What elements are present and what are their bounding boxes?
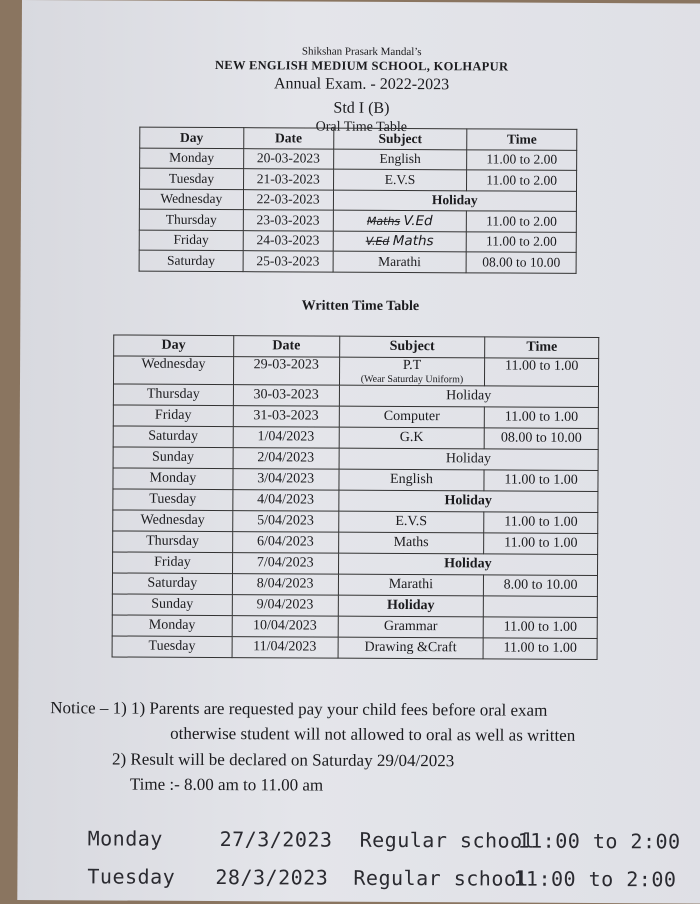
subject-text: Marathi bbox=[378, 253, 421, 269]
handwritten-day: Tuesday bbox=[87, 864, 176, 889]
handwritten-subject: Maths bbox=[392, 233, 434, 250]
cell-date: 29-03-2023 bbox=[233, 357, 339, 386]
handwritten-time: 11:00 to 2:00 bbox=[513, 866, 677, 892]
cell-date: 8/04/2023 bbox=[232, 574, 338, 596]
society-name: Shikshan Prasark Mandal’s bbox=[301, 45, 422, 59]
subject-text: P.T bbox=[402, 357, 422, 374]
cell-day: Thursday bbox=[139, 209, 243, 230]
cell-subject bbox=[333, 210, 467, 231]
header-date: Date bbox=[233, 336, 339, 358]
cell-subject bbox=[339, 357, 485, 386]
cell-date: 10/04/2023 bbox=[232, 616, 338, 638]
cell-day: Wednesday bbox=[139, 189, 243, 210]
cell-date: 9/04/2023 bbox=[232, 595, 338, 617]
school-name: NEW ENGLISH MEDIUM SCHOOL, KOLHAPUR bbox=[214, 58, 509, 74]
table-row bbox=[113, 447, 598, 471]
cell-day: Tuesday bbox=[140, 168, 244, 189]
cell-date: 20-03-2023 bbox=[243, 148, 333, 169]
cell-time: 8.00 to 10.00 bbox=[484, 575, 598, 597]
cell-day: Tuesday bbox=[112, 636, 232, 658]
cell-day: Monday bbox=[140, 148, 244, 169]
exam-title: Annual Exam. - 2022-2023 bbox=[273, 75, 450, 94]
cell-time: 11.00 to 2.00 bbox=[467, 170, 577, 191]
subject-text: English bbox=[379, 151, 421, 167]
table-row bbox=[113, 531, 598, 555]
cell-time: 11.00 to 2.00 bbox=[467, 211, 577, 232]
struck-subject: V.Ed bbox=[365, 235, 390, 249]
cell-day: Monday bbox=[112, 615, 232, 637]
cell-time: 11.00 to 2.00 bbox=[466, 231, 576, 252]
cell-time: 11.00 to 2.00 bbox=[467, 149, 577, 170]
cell-date: 6/04/2023 bbox=[232, 532, 338, 554]
oral-time-table bbox=[139, 127, 578, 274]
cell-day: Monday bbox=[113, 468, 233, 490]
cell-time: 08.00 to 10.00 bbox=[466, 252, 576, 273]
subject-text: E.V.S bbox=[395, 513, 428, 530]
table-row bbox=[112, 594, 597, 618]
cell-date: 4/04/2023 bbox=[233, 490, 339, 512]
cell-date: 22-03-2023 bbox=[243, 189, 333, 210]
header-subject: Subject bbox=[339, 336, 485, 358]
handwritten-row-1 bbox=[87, 826, 688, 854]
notice-line-4: Time :- 8.00 am to 11.00 am bbox=[129, 774, 324, 795]
header-time: Time bbox=[467, 129, 577, 150]
header-subject: Subject bbox=[333, 128, 467, 149]
cell-day: Friday bbox=[113, 552, 233, 574]
table-header-row bbox=[140, 127, 577, 150]
cell-subject bbox=[339, 406, 485, 428]
subject-text: G.K bbox=[399, 429, 424, 446]
table-row bbox=[112, 573, 597, 597]
subject-text: English bbox=[390, 471, 433, 488]
struck-subject: Maths bbox=[366, 214, 401, 228]
notice-line-2: otherwise student will not allowed to oral as well as written bbox=[170, 723, 576, 745]
cell-date: 11/04/2023 bbox=[232, 637, 338, 659]
cell-date: 25-03-2023 bbox=[243, 251, 333, 272]
cell-date: 7/04/2023 bbox=[232, 553, 338, 575]
cell-day: Thursday bbox=[113, 531, 233, 553]
document-page bbox=[17, 0, 700, 904]
table-row bbox=[113, 405, 598, 429]
handwritten-row-2 bbox=[87, 864, 687, 892]
standard-label: Std I (B) bbox=[333, 99, 390, 117]
table-row bbox=[112, 636, 597, 660]
cell-day: Wednesday bbox=[113, 356, 233, 385]
cell-time: 11.00 to 1.00 bbox=[484, 512, 598, 534]
handwritten-day: Monday bbox=[87, 826, 163, 851]
written-table-title: Written Time Table bbox=[301, 298, 420, 315]
cell-date: 3/04/2023 bbox=[233, 469, 339, 491]
cell-day: Saturday bbox=[139, 250, 243, 271]
subject-text: Computer bbox=[383, 408, 440, 425]
cell-holiday: Holiday bbox=[333, 190, 576, 212]
table-row bbox=[113, 489, 598, 513]
subject-text: Marathi bbox=[388, 576, 434, 593]
table-row bbox=[113, 510, 598, 534]
cell-time: 11.00 to 1.00 bbox=[485, 358, 599, 387]
cell-date: 31-03-2023 bbox=[233, 406, 339, 428]
table-row bbox=[112, 615, 597, 639]
table-row bbox=[113, 468, 598, 492]
table-row bbox=[140, 148, 577, 171]
table-row bbox=[139, 209, 576, 232]
cell-day: Saturday bbox=[113, 426, 233, 448]
oral-table-title: Oral Time Table bbox=[315, 119, 408, 136]
cell-day: Tuesday bbox=[113, 489, 233, 511]
cell-date: 24-03-2023 bbox=[243, 230, 333, 251]
cell-day: Friday bbox=[113, 405, 233, 427]
subject-note: (Wear Saturday Uniform) bbox=[360, 373, 464, 386]
header-date: Date bbox=[244, 128, 334, 149]
cell-date: 21-03-2023 bbox=[243, 169, 333, 190]
cell-day: Friday bbox=[139, 230, 243, 251]
cell-day: Wednesday bbox=[113, 510, 233, 532]
cell-subject bbox=[338, 532, 484, 554]
notice-line-3: 2) Result will be declared on Saturday 29/04/2023 bbox=[111, 749, 455, 771]
cell-day: Sunday bbox=[112, 594, 232, 616]
table-row bbox=[139, 230, 576, 253]
cell-date: 1/04/2023 bbox=[233, 427, 339, 449]
cell-subject bbox=[338, 574, 484, 596]
cell-time: 11.00 to 1.00 bbox=[484, 533, 598, 555]
cell-day: Saturday bbox=[112, 573, 232, 595]
handwritten-text: Regular school bbox=[359, 827, 536, 853]
cell-subject bbox=[333, 231, 467, 252]
table-header-row bbox=[114, 335, 599, 359]
table-row bbox=[113, 426, 598, 450]
cell-date: 2/04/2023 bbox=[233, 448, 339, 470]
cell-holiday: Holiday bbox=[339, 448, 598, 470]
cell-holiday: Holiday bbox=[338, 490, 597, 512]
cell-subject bbox=[339, 469, 485, 491]
cell-subject bbox=[338, 637, 484, 659]
cell-subject bbox=[339, 427, 485, 449]
cell-date: 5/04/2023 bbox=[233, 511, 339, 533]
subject-text: E.V.S bbox=[384, 171, 416, 187]
cell-subject bbox=[333, 169, 467, 190]
cell-holiday: Holiday bbox=[339, 385, 598, 407]
table-row bbox=[113, 356, 598, 387]
table-row bbox=[139, 250, 576, 273]
cell-day: Sunday bbox=[113, 447, 233, 469]
header-time: Time bbox=[485, 337, 599, 359]
cell-date: 23-03-2023 bbox=[243, 210, 333, 231]
handwritten-text: Regular school bbox=[353, 865, 530, 891]
handwritten-subject: V.Ed bbox=[403, 212, 433, 229]
cell-subject bbox=[338, 616, 484, 638]
table-row bbox=[113, 552, 598, 576]
cell-date: 30-03-2023 bbox=[233, 385, 339, 407]
cell-subject bbox=[338, 595, 484, 617]
table-row bbox=[139, 189, 576, 212]
subject-text: Drawing &Craft bbox=[364, 639, 457, 656]
handwritten-date: 28/3/2023 bbox=[215, 865, 329, 890]
cell-time: 11.00 to 1.00 bbox=[484, 470, 598, 492]
cell-subject bbox=[338, 511, 484, 533]
subject-text: Maths bbox=[393, 534, 429, 551]
subject-text: Grammar bbox=[383, 618, 438, 635]
cell-time: 08.00 to 10.00 bbox=[484, 428, 598, 450]
cell-time: 11.00 to 1.00 bbox=[483, 617, 597, 639]
header-day: Day bbox=[140, 127, 244, 148]
cell-day: Thursday bbox=[113, 384, 233, 406]
handwritten-date: 27/3/2023 bbox=[219, 827, 333, 852]
notice-line-1: Notice – 1) 1) Parents are requested pay your child fees before oral exam bbox=[50, 698, 548, 720]
cell-time bbox=[484, 596, 598, 618]
written-time-table bbox=[112, 334, 600, 660]
header-day: Day bbox=[114, 335, 234, 357]
cell-holiday: Holiday bbox=[338, 553, 597, 575]
table-row bbox=[140, 168, 577, 191]
subject-text: Holiday bbox=[387, 597, 435, 614]
table-row bbox=[113, 384, 598, 408]
cell-time: 11.00 to 1.00 bbox=[483, 638, 597, 660]
cell-subject bbox=[333, 251, 467, 272]
cell-time: 11.00 to 1.00 bbox=[485, 407, 599, 429]
handwritten-time: 11:00 to 2:00 bbox=[517, 828, 681, 854]
cell-subject bbox=[333, 149, 467, 170]
